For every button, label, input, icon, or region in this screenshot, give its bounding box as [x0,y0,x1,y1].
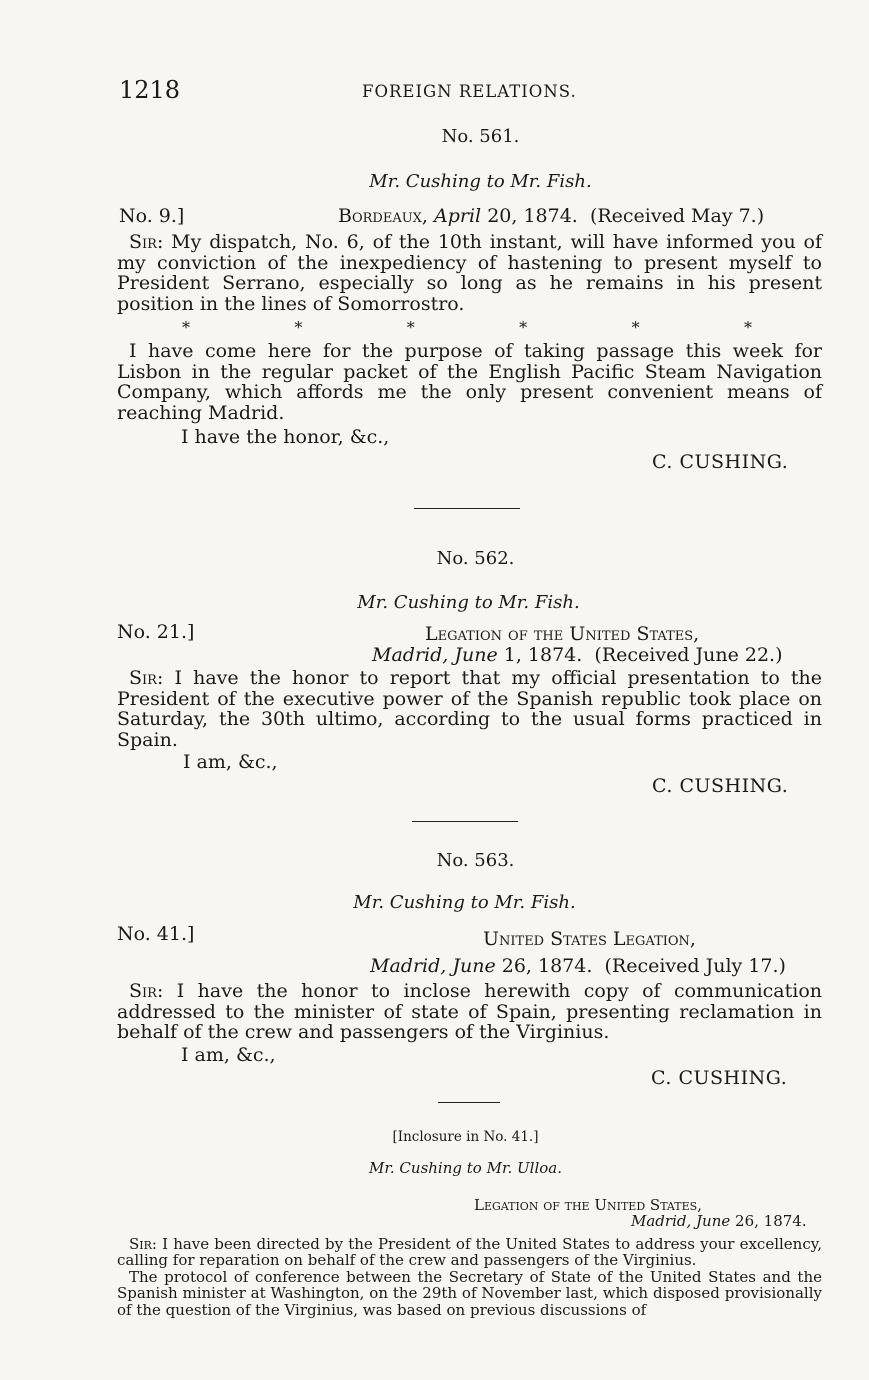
doc-563-city: Madrid, [370,955,447,977]
doc-561-signature: C. CUSHING. [652,451,789,473]
inclosure-from-to: Mr. Cushing to Mr. Ulloa. [369,1159,562,1177]
doc-561-paragraph-2: I have come here for the purpose of taking passage this week for Lisbon in the regular packet of the English Pacific Steam Navigation Company, which affords me the only present convenient means of reaching Madrid. [117,340,822,424]
doc-563-number: No. 563. [436,850,515,871]
doc-563-dispatch-no: No. 41.] [117,923,195,945]
page-number: 1218 [119,76,181,104]
doc-561-received: (Received May 7.) [589,205,765,227]
inclosure-place: Legation of the United States, [474,1196,702,1214]
section-divider [412,821,518,822]
doc-561-dateline [338,206,764,227]
salutation: Sir [129,1235,152,1253]
doc-562-from-to: Mr. Cushing to Mr. Fish. [357,592,580,613]
section-divider [438,1102,500,1103]
doc-562-closing: I am, &c., [183,751,278,773]
doc-561-closing: I have the honor, &c., [181,426,390,448]
doc-562-city: Madrid, [372,644,449,666]
doc-562-date: 1, 1874. [503,644,583,666]
inclosure-city: Madrid, [631,1212,692,1230]
doc-563-closing: I am, &c., [181,1044,276,1066]
doc-563-date: 26, 1874. [501,955,593,977]
doc-563-signature: C. CUSHING. [651,1067,788,1089]
doc-561-place: Bordeaux, [338,205,428,227]
doc-562-number: No. 562. [436,548,515,569]
inclosure-dateline [631,1213,807,1230]
inclosure-paragraph-2: The protocol of conference between the Secretary of State of the United States and the Spanish minister at Washington, on the 29th of November last, which disposed provisionally of the question of the Virginius, was based on previous discussions of [117,1268,822,1319]
salutation: Sir [129,980,157,1002]
doc-561-from-to: Mr. Cushing to Mr. Fish. [369,171,592,192]
doc-563-dateline [370,956,786,977]
doc-563-paragraph-1: Sir: I have the honor to inclose herewith copy of communication addressed to the minister of state of Spain, presenting reclamation in behalf of the crew and passengers of the Virginius. [117,980,822,1043]
inclosure-paragraph-1: Sir: I have been directed by the President of the United States to address your excellency, calling for reparation on behalf of the crew and passengers of the Virginius. [117,1235,822,1270]
doc-563-month: June [452,955,496,977]
salutation: Sir [129,231,157,253]
doc-561-dispatch-no: No. 9.] [119,205,185,227]
doc-563-place: United States Legation, [483,928,696,950]
doc-562-received: (Received June 22.) [594,644,783,666]
inclosure-month: June [696,1212,731,1230]
inclosure-date: 26, 1874. [735,1212,807,1230]
doc-562-signature: C. CUSHING. [652,775,789,797]
doc-563-from-to: Mr. Cushing to Mr. Fish. [353,892,576,913]
doc-561-date: 20, 1874. [487,205,578,227]
doc-562-month: June [454,644,498,666]
doc-562-dateline [372,645,783,666]
inclosure-label: [Inclosure in No. 41.] [392,1129,539,1145]
doc-562-paragraph-1: Sir: I have the honor to report that my official presentation to the President of the executive power of the Spanish republic took place on Saturday, the 30th ultimo, according to the usual forms practiced in Spain. [117,667,822,751]
doc-563-received: (Received July 17.) [604,955,786,977]
doc-561-month: April [434,205,482,227]
section-divider [414,508,520,509]
ellipsis-stars: * * * * * * [182,318,752,337]
doc-561-paragraph-1: Sir: My dispatch, No. 6, of the 10th instant, will have informed you of my conviction of the inexpediency of hastening to present myself to President Serrano, especially so long as he remains in his present position in the lines of Somorrostro. [117,231,822,315]
doc-562-dispatch-no: No. 21.] [117,621,195,643]
salutation: Sir [129,667,157,689]
running-title: FOREIGN RELATIONS. [362,82,577,101]
doc-562-place: Legation of the United States, [425,623,700,645]
doc-561-number: No. 561. [441,126,520,147]
